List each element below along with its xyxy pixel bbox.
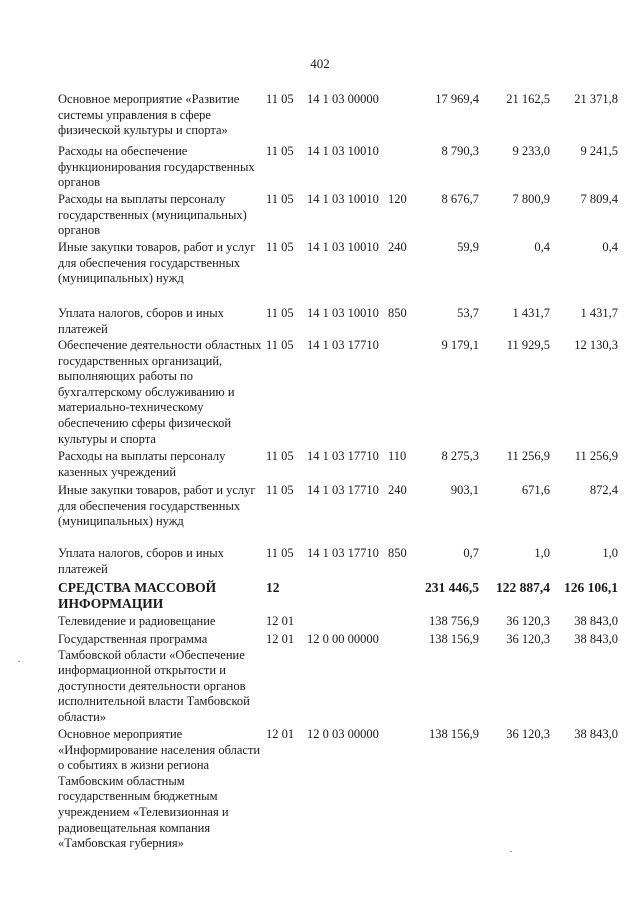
row-name: Основное мероприятие «Информирование населения области о событиях в жизни региона Тамбовским областным государственным бюджетным учреждением «Телевизионная и радиовещательная компания «Тамбовская губерния» bbox=[58, 727, 261, 851]
row-section-code: 11 05 bbox=[266, 192, 294, 206]
row-section-code: 11 05 bbox=[266, 338, 294, 352]
page-number: 402 bbox=[310, 56, 330, 71]
row-value-year2: 671,6 bbox=[521, 483, 550, 497]
row-target-article: 14 1 03 17710 bbox=[307, 483, 379, 497]
row-section-code: 11 05 bbox=[266, 144, 294, 158]
row-value-year1: 53,7 bbox=[457, 306, 479, 320]
row-value-year3: 21 371,8 bbox=[574, 92, 618, 106]
row-value-year2: 21 162,5 bbox=[506, 92, 550, 106]
row-section-code: 12 01 bbox=[266, 632, 295, 646]
row-value-year3: 1 431,7 bbox=[580, 306, 618, 320]
row-value-year1: 8 275,3 bbox=[441, 449, 479, 463]
row-value-year2: 0,4 bbox=[534, 240, 550, 254]
row-value-year3: 126 106,1 bbox=[564, 580, 618, 595]
row-section-code: 11 05 bbox=[266, 449, 294, 463]
row-value-year2: 1,0 bbox=[534, 546, 550, 560]
row-value-year3: 12 130,3 bbox=[574, 338, 618, 352]
row-name: Расходы на выплаты персоналу казенных учреждений bbox=[58, 449, 226, 479]
row-section-code: 11 05 bbox=[266, 306, 294, 320]
row-value-year2: 122 887,4 bbox=[496, 580, 550, 595]
row-name: Обеспечение деятельности областных государственных организаций, выполняющих работы по бухгалтерскому обслуживанию и материально-техническому обеспечению сферы физической культуры и спорта bbox=[58, 338, 262, 446]
row-expense-type: 850 bbox=[388, 546, 407, 560]
row-expense-type: 240 bbox=[388, 483, 407, 497]
row-name: Телевидение и радиовещание bbox=[58, 614, 216, 628]
row-target-article: 14 1 03 10010 bbox=[307, 240, 379, 254]
row-target-article: 14 1 03 17710 bbox=[307, 449, 379, 463]
row-target-article: 12 0 03 00000 bbox=[307, 727, 379, 741]
row-value-year3: 872,4 bbox=[589, 483, 618, 497]
row-section-code: 12 01 bbox=[266, 614, 295, 628]
row-target-article: 12 0 00 00000 bbox=[307, 632, 379, 646]
row-value-year3: 38 843,0 bbox=[574, 632, 618, 646]
row-target-article: 14 1 03 10010 bbox=[307, 306, 379, 320]
row-name: Основное мероприятие «Развитие системы управления в сфере физической культуры и спорта» bbox=[58, 92, 240, 138]
row-value-year3: 7 809,4 bbox=[580, 192, 618, 206]
row-value-year3: 38 843,0 bbox=[574, 614, 618, 628]
row-expense-type: 110 bbox=[388, 449, 407, 463]
row-section-code: 12 bbox=[266, 580, 280, 595]
row-value-year3: 9 241,5 bbox=[580, 144, 618, 158]
row-name: Расходы на выплаты персоналу государственных (муниципальных) органов bbox=[58, 192, 247, 238]
row-value-year2: 9 233,0 bbox=[512, 144, 550, 158]
row-name: Уплата налогов, сборов и иных платежей bbox=[58, 306, 224, 336]
row-expense-type: 850 bbox=[388, 306, 407, 320]
row-name: Государственная программа Тамбовской области «Обеспечение информационной открытости и доступности деятельности органов исполнительной власти Тамбовской области» bbox=[58, 632, 250, 724]
row-value-year3: 0,4 bbox=[602, 240, 618, 254]
row-expense-type: 120 bbox=[388, 192, 407, 206]
row-value-year2: 11 929,5 bbox=[506, 338, 550, 352]
row-value-year1: 0,7 bbox=[463, 546, 479, 560]
row-value-year2: 11 256,9 bbox=[506, 449, 550, 463]
row-section-code: 12 01 bbox=[266, 727, 295, 741]
row-name: Уплата налогов, сборов и иных платежей bbox=[58, 546, 224, 576]
row-value-year2: 1 431,7 bbox=[512, 306, 550, 320]
scan-speck bbox=[18, 661, 20, 662]
row-name: Иные закупки товаров, работ и услуг для обеспечения государственных (муниципальных) нужд bbox=[58, 240, 256, 286]
row-value-year1: 9 179,1 bbox=[441, 338, 479, 352]
row-value-year1: 138 156,9 bbox=[429, 632, 479, 646]
row-section-code: 11 05 bbox=[266, 483, 294, 497]
row-value-year1: 8 676,7 bbox=[441, 192, 479, 206]
row-value-year1: 903,1 bbox=[450, 483, 479, 497]
row-target-article: 14 1 03 10010 bbox=[307, 144, 379, 158]
row-name: Расходы на обеспечение функционирования государственных органов bbox=[58, 144, 255, 190]
row-target-article: 14 1 03 17710 bbox=[307, 546, 379, 560]
row-value-year2: 36 120,3 bbox=[506, 614, 550, 628]
row-value-year2: 36 120,3 bbox=[506, 727, 550, 741]
row-value-year1: 59,9 bbox=[457, 240, 479, 254]
row-name: СРЕДСТВА МАССОВОЙ ИНФОРМАЦИИ bbox=[58, 580, 217, 611]
row-value-year1: 8 790,3 bbox=[441, 144, 479, 158]
row-expense-type: 240 bbox=[388, 240, 407, 254]
row-value-year3: 11 256,9 bbox=[574, 449, 618, 463]
row-value-year1: 138 156,9 bbox=[429, 727, 479, 741]
row-value-year3: 38 843,0 bbox=[574, 727, 618, 741]
row-name: Иные закупки товаров, работ и услуг для обеспечения государственных (муниципальных) нужд bbox=[58, 483, 256, 529]
row-value-year3: 1,0 bbox=[602, 546, 618, 560]
row-value-year1: 17 969,4 bbox=[435, 92, 479, 106]
row-section-code: 11 05 bbox=[266, 240, 294, 254]
row-value-year1: 231 446,5 bbox=[425, 580, 479, 595]
row-value-year2: 7 800,9 bbox=[512, 192, 550, 206]
row-section-code: 11 05 bbox=[266, 546, 294, 560]
row-value-year2: 36 120,3 bbox=[506, 632, 550, 646]
row-target-article: 14 1 03 10010 bbox=[307, 192, 379, 206]
row-section-code: 11 05 bbox=[266, 92, 294, 106]
row-value-year1: 138 756,9 bbox=[429, 614, 479, 628]
row-target-article: 14 1 03 17710 bbox=[307, 338, 379, 352]
scan-speck bbox=[510, 851, 512, 852]
row-target-article: 14 1 03 00000 bbox=[307, 92, 379, 106]
